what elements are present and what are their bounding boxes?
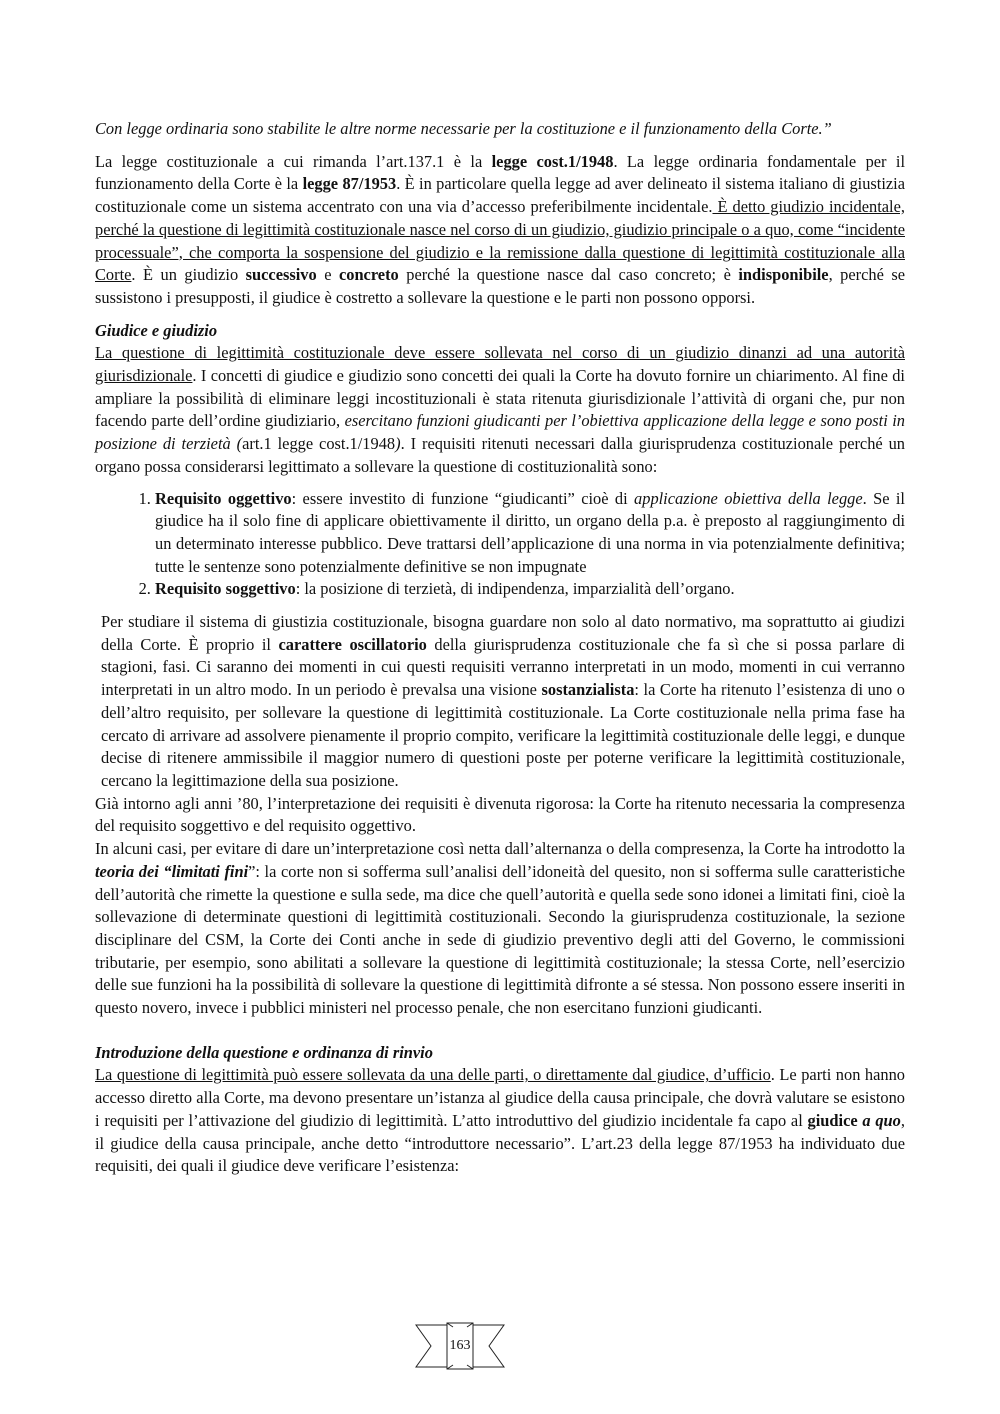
quote-paragraph: Con legge ordinaria sono stabilite le altre norme necessarie per la costituzione e il funzionamento della Corte.” [95,119,832,138]
paragraph-giudice-giudizio: La questione di legittimità costituzionale deve essere sollevata nel corso di un giudizio dinanzi ad una autorità giurisdizionale. I concetti di giudice e giudizio sono concetti dei quali la Corte ha dovuto fornire un chiarimento. Al fine di ampliare la possibilità di eliminare leggi incostituzionali è stata ritenuta giurisdizionale l’attività di organi che, pur non facendo parte dell’ordine giudiziario, esercitano funzioni giudicanti per l’obiettiva applicazione della legge e sono posti in posizione di terzietà (art.1 legge cost.1/1948). I requisiti ritenuti necessari dalla giurisprudenza costituzionale perché un organo possa considerarsi legittimato a sollevare la questione di costituzionalità sono: [95,343,906,476]
paragraph-limitati-fini: In alcuni casi, per evitare di dare un’interpretazione così netta dall’alternanza o della compresenza, la Corte ha introdotto la teoria dei “limitati fini”: la corte non si sofferma sull’analisi dell’idoneità del quesito, non si sofferma sulle caratteristiche dell’autorità che rimette la questione e sulla sede, ma dice che quell’autorità e quella sede sono idonei a limitati fini, cioè la sollevazione di determinate questioni di legittimità costituzionali. Secondo la giurisprudenza costituzionale, la sezione disciplinare del CSM, la Corte dei Conti anche in sede di giudizio preventivo degli atti del Governo, le commissioni tributarie, per esempio, sono abilitati a sollevare la questione di legittimità costituzionale; la stessa Corte, nell’esercizio delle sue funzioni ha la possibilità di sollevare la questione di legittimità difronte a sé stessa. Non possono essere inseriti in questo novero, invece i pubblici ministeri nel processo penale, che non esercitano funzioni giudicanti. [95,839,905,1018]
document-page [95,118,905,1178]
requisiti-list [95,488,905,602]
paragraph-carattere-oscillatorio: Per studiare il sistema di giustizia costituzionale, bisogna guardare non solo al dato normativo, ma soprattutto ai giudizi della Corte. È proprio il carattere oscillatorio della giurisprudenza costituzionale che fa sì che si possa parlare di stagioni, fasi. Ci saranno dei momenti in cui questi requisiti verranno interpretati in un modo, momenti in cui verranno interpretati in un altro modo. In un periodo è prevalsa una visione sostanzialista: la Corte ha ritenuto l’esistenza di uno o dell’altro requisito, per sollevare la questione di legittimità costituzionale. La Corte costituzionale nella prima fase ha cercato di arrivare ad assolvere pienamente il proprio compito, verificare la legittimità costituzionale delle leggi, e dunque decise di ritenere ammissibile il maggior numero di questioni poste per poterne verificare la legittimità costituzionale, cercano la legittimazione della sua posizione. [101,612,905,790]
section-heading-giudice: Giudice e giudizio [95,320,218,340]
paragraph-introduzione-questione: La questione di legittimità può essere sollevata da una delle parti, o direttamente dal giudice, d’ufficio. Le parti non hanno accesso diretto alla Corte, ma devono presentare un’istanza al giudice della causa principale, che dovrà valutare se esistono i requisiti per l’attivazione del giudizio di legittimità. L’atto introduttivo del giudizio incidentale fa capo al giudice a quo, il giudice della causa principale, anche detto “introduttore necessario”. L’art.23 della legge 87/1953 ha individuato due requisiti, dei quali il giudice deve verificare l’esistenza: [95,1065,905,1176]
page-number: 163 [449,1338,471,1353]
section-heading-introduzione: Introduzione della questione e ordinanza di rinvio [95,1042,433,1062]
paragraph-anni-80: Già intorno agli anni ’80, l’interpretazione dei requisiti è divenuta rigorosa: la Corte ha ritenuto necessaria la compresenza del requisito soggettivo e del requisito oggettivo. [95,793,905,836]
list-item: 1. Requisito oggettivo: essere investito di funzione “giudicanti” cioè di applicazione obiettiva della legge. Se il giudice ha il solo fine di applicare obiettivamente il diritto, un organo della p.a. è preposto al raggiungimento di un determinato interesse pubblico. Deve trattarsi dell’applicazione di una norma in via potenzialmente definitiva; tutte le sentenze sono potenzialmente definitive se non impugnate [155,488,905,579]
paragraph-legge-costituzionale: La legge costituzionale a cui rimanda l’art.137.1 è la legge cost.1/1948. La legge ordinaria fondamentale per il funzionamento della Corte è la legge 87/1953. È in particolare quella legge ad aver delineato il sistema italiano di giustizia costituzionale come un sistema accentrato con una via d’accesso preferibilmente incidentale. È detto giudizio incidentale, perché la questione di legittimità costituzionale nasce nel corso di un giudizio, giudizio principale o a quo, come “incidente processuale”, che comporta la sospensione del giudizio e la remissione dalla questione di legittimità costituzionale alla Corte. È un giudizio successivo e concreto perché la questione nasce dal caso concreto; è indisponibile, perché se sussistono i presupposti, il giudice è costretto a sollevare la questione e le parti non possono opporsi. [95,151,906,307]
list-item: 2. Requisito soggettivo: la posizione di terzietà, di indipendenza, imparzialità dell’organo. [155,578,905,601]
